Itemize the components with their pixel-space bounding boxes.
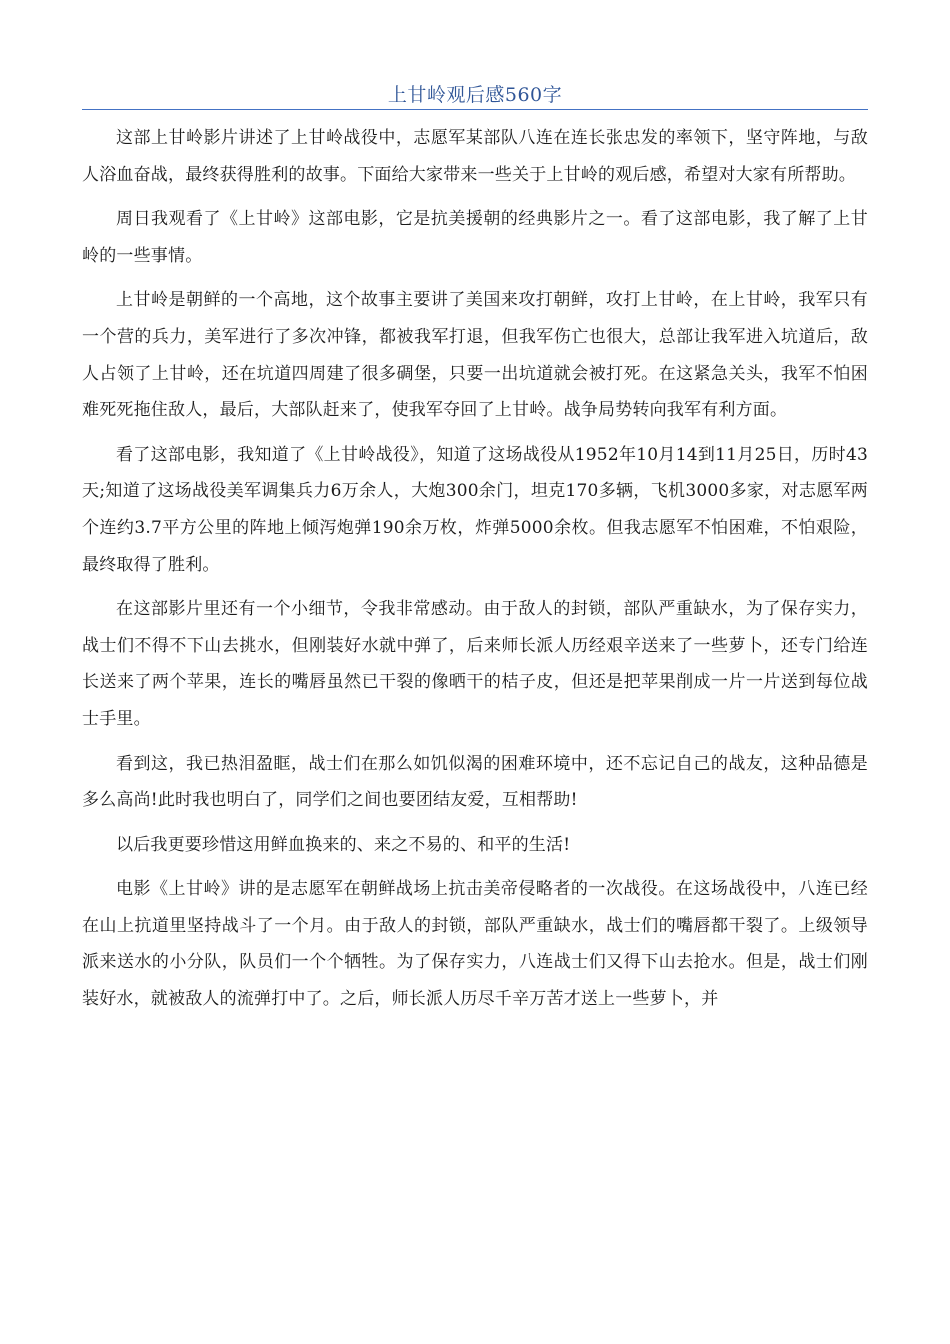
paragraph-4: 看了这部电影，我知道了《上甘岭战役》，知道了这场战役从1952年10月14到11月25日，历时43天;知道了这场战役美军调集兵力6万余人，大炮300余门，坦克170多辆，飞机3000多家，对志愿军两个连约3.7平方公里的阵地上倾泻炮弹190余万枚，炸弹5000余枚。但我志愿军不怕困难，不怕艰险，最终取得了胜利。 <box>82 444 868 575</box>
paragraph-1: 这部上甘岭影片讲述了上甘岭战役中，志愿军某部队八连在连长张忠发的率领下，坚守阵地，与敌人浴血奋战，最终获得胜利的故事。下面给大家带来一些关于上甘岭的观后感，希望对大家有所帮助。 <box>82 128 868 185</box>
document-title: 上甘岭观后感560字 <box>387 84 563 106</box>
paragraph-3: 上甘岭是朝鲜的一个高地，这个故事主要讲了美国来攻打朝鲜，攻打上甘岭，在上甘岭，我军只有一个营的兵力，美军进行了多次冲锋，都被我军打退，但我军伤亡也很大，总部让我军进入坑道后，敌人占领了上甘岭，还在坑道四周建了很多碉堡，只要一出坑道就会被打死。在这紧急关头，我军不怕困难死死拖住敌人，最后，大部队赶来了，使我军夺回了上甘岭。战争局势转向我军有利方面。 <box>82 290 868 421</box>
paragraph-7: 以后我更要珍惜这用鲜血换来的、来之不易的、和平的生活! <box>116 834 571 855</box>
paragraph-5: 在这部影片里还有一个小细节，令我非常感动。由于敌人的封锁，部队严重缺水，为了保存实力，战士们不得不下山去挑水，但刚装好水就中弹了，后来师长派人历经艰辛送来了一些萝卜，还专门给连长送来了两个苹果，连长的嘴唇虽然已干裂的像晒干的桔子皮，但还是把苹果削成一片一片送到每位战士手里。 <box>82 599 868 729</box>
document-body <box>82 120 868 1026</box>
paragraph-2: 周日我观看了《上甘岭》这部电影，它是抗美援朝的经典影片之一。看了这部电影，我了解了上甘岭的一些事情。 <box>82 209 868 266</box>
paragraph-6: 看到这，我已热泪盈眶，战士们在那么如饥似渴的困难环境中，还不忘记自己的战友，这种品德是多么高尚!此时我也明白了，同学们之间也要团结友爱，互相帮助! <box>82 753 868 811</box>
paragraph-8: 电影《上甘岭》讲的是志愿军在朝鲜战场上抗击美帝侵略者的一次战役。在这场战役中，八连已经在山上抗道里坚持战斗了一个月。由于敌人的封锁，部队严重缺水，战士们的嘴唇都干裂了。上级领导派来送水的小分队，队员们一个个牺牲。为了保存实力，八连战士们又得下山去抢水。但是，战士们刚装好水，就被敌人的流弹打中了。之后，师长派人历尽千辛万苦才送上一些萝卜，并 <box>82 879 868 1010</box>
title-underline <box>82 109 868 110</box>
